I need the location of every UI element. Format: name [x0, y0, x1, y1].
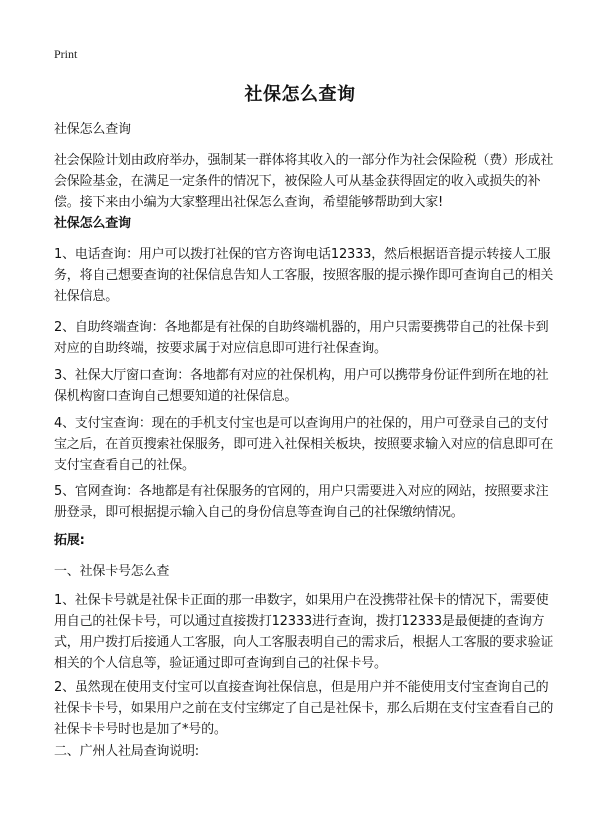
page-title: 社保怎么查询 [244, 84, 356, 105]
method-alipay: 4、支付宝查询：现在的手机支付宝也是可以查询用户的社保的，用户可登录自己的支付宝之后，在首页搜索社保服务，即可进入社保相关板块，按照要求输入对应的信息即可在支付宝查看自己的社保。 [54, 416, 554, 473]
sub-heading-card-number: 一、社保卡号怎么查 [54, 564, 170, 579]
method-self-service-terminal: 2、自助终端查询：各地都是有社保的自助终端机器的，用户只需要携带自己的社保卡到对应的自助终端，按要求属于对应信息即可进行社保查询。 [54, 320, 549, 356]
method-service-hall: 3、社保大厅窗口查询：各地都有对应的社保机构，用户可以携带身份证件到所在地的社保机构窗口查询自己想要知道的社保信息。 [54, 368, 549, 404]
section-heading-query: 社保怎么查询 [54, 216, 131, 231]
expand-item-alipay-card: 2、虽然现在使用支付宝可以直接查询社保信息，但是用户并不能使用支付宝查询自己的社保卡卡号，如果用户之前在支付宝绑定了自己是社保卡，那么后期在支付宝查看自己的社保卡卡号时也是加了*号的。 [54, 680, 554, 737]
print-link[interactable]: Print [54, 47, 78, 61]
method-official-website: 5、官网查询：各地都是有社保服务的官网的，用户只需要进入对应的网站，按照要求注册登录，即可根据提示输入自己的身份信息等查询自己的社保缴纳情况。 [54, 484, 549, 520]
intro-paragraph: 社会保险计划由政府举办，强制某一群体将其收入的一部分作为社会保险税（费）形成社会保险基金，在满足一定条件的情况下，被保险人可从基金获得固定的收入或损失的补偿。接下来由小编为大家整理出社保怎么查询，希望能够帮助到大家! [54, 153, 554, 210]
expand-item-card-number: 1、社保卡号就是社保卡正面的那一串数字，如果用户在没携带社保卡的情况下，需要使用自己的社保卡号，可以通过直接拨打12333进行查询，拨打12333是最便捷的查询方式，用户拨打后接通人工客服，向人工客服表明自己的需求后，根据人工客服的要求验证相关的个人信息等，验证通过即可查询到自己的社保卡号。 [54, 593, 554, 671]
document-subtitle: 社保怎么查询 [54, 122, 131, 137]
sub-heading-guangzhou: 二、广州人社局查询说明: [54, 744, 199, 759]
expand-heading: 拓展: [54, 533, 85, 548]
method-phone: 1、电话查询：用户可以拨打社保的官方咨询电话12333，然后根据语音提示转接人工服务，将自己想要查询的社保信息告知人工客服，按照客服的提示操作即可查询自己的相关社保信息。 [54, 247, 554, 304]
